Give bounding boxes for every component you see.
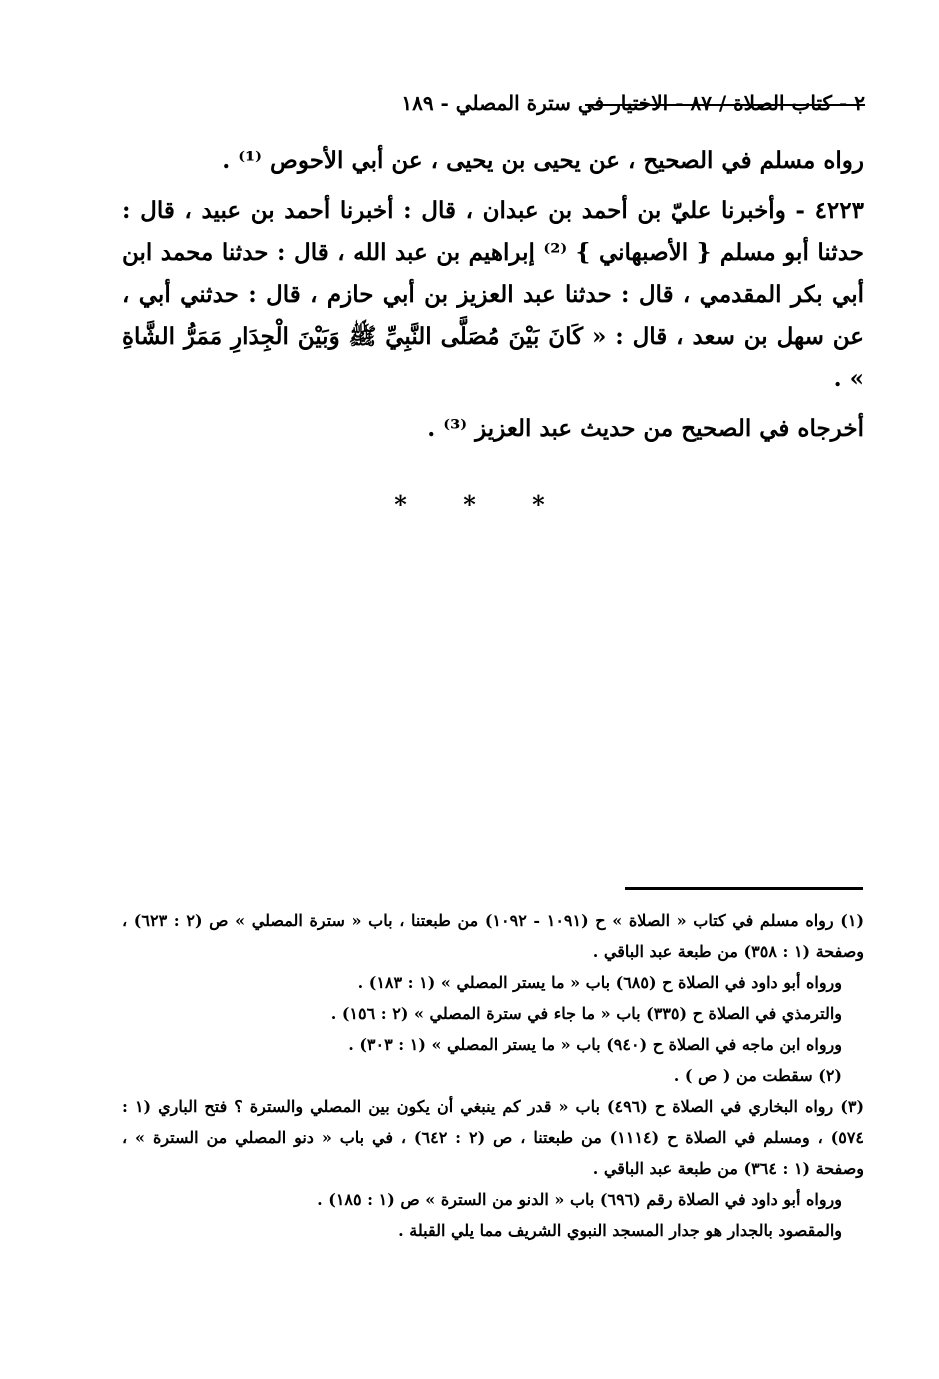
footnotes (122, 905, 864, 1246)
footnote-1-abudawud: ورواه أبو داود في الصلاة ح (٦٨٥) باب « ما يستر المصلي » (١ : ١٨٣) . (357, 973, 842, 992)
paragraph-attribution: رواه مسلم في الصحيح ، عن يحيى بن يحيى ، عن أبي الأحوص ⁽¹⁾ . (222, 147, 864, 174)
paragraph-hadith-4223: ٤٢٢٣ - وأخبرنا عليّ بن أحمد بن عبدان ، قال : أخبرنا أحمد بن عبيد ، قال : حدثنا أبو مسلم { الأصبهاني } ⁽²⁾ إبراهيم بن عبد الله ، قال : حدثنا محمد ابن أبي بكر المقدمي ، قال : حدثنا عبد العزيز بن أبي حازم ، قال : حدثني أبي ، عن سهل بن سعد ، قال : « كَانَ بَيْنَ مُصَلَّى النَّبِيِّ ﷺ وَبَيْنَ الْجِدَارِ مَمَرُّ الشَّاةِ » . (122, 197, 864, 392)
footnote-3: (٣) رواه البخاري في الصلاة ح (٤٩٦) باب « قدر كم ينبغي أن يكون بين المصلي والسترة ؟ فتح الباري (١ : ٥٧٤) ، ومسلم في الصلاة ح (١١١٤) من طبعتنا ، ص (٢ : ٦٤٢) ، في باب « دنو المصلي من السترة » ، وصفحة (١ : ٣٦٤) من طبعة عبد الباقي . (122, 1097, 865, 1178)
star-ornament: * (463, 490, 476, 519)
running-title: ٢ - كتاب الصلاة / ٨٧ - الاختيار في سترة المصلي - ١٨٩ (401, 91, 865, 115)
footnote-1-ibnmajah: ورواه ابن ماجه في الصلاة ح (٩٤٠) باب « ما يستر المصلي » (١ : ٣٠٣) . (348, 1035, 842, 1054)
star-ornament: * (394, 490, 407, 519)
footnote-2: (٢) سقطت من ( ص ) . (673, 1066, 842, 1085)
paragraph-takhrij: أخرجاه في الصحيح من حديث عبد العزيز ⁽³⁾ . (427, 415, 864, 442)
footnote-1: (١) رواه مسلم في كتاب « الصلاة » ح (١٠٩١ - ١٠٩٢) من طبعتنا ، باب « سترة المصلي » ص (٢ : ٦٢٣) ، وصفحة (١ : ٣٥٨) من طبعة عبد الباقي . (122, 911, 865, 961)
main-text (122, 140, 864, 458)
running-header (120, 88, 865, 122)
star-ornament: * (532, 490, 545, 519)
footnote-3-abudawud: ورواه أبو داود في الصلاة رقم (٦٩٦) باب « الدنو من السترة » ص (١ : ١٨٥) . (317, 1190, 842, 1209)
footnote-rule (625, 887, 863, 890)
footnote-3-note: والمقصود بالجدار هو جدار المسجد النبوي الشريف مما يلي القبلة . (398, 1221, 842, 1240)
section-separator (0, 490, 939, 519)
header-rule (585, 104, 865, 106)
footnote-1-tirmidhi: والترمذي في الصلاة ح (٣٣٥) باب « ما جاء في سترة المصلي » (٢ : ١٥٦) . (330, 1004, 842, 1023)
